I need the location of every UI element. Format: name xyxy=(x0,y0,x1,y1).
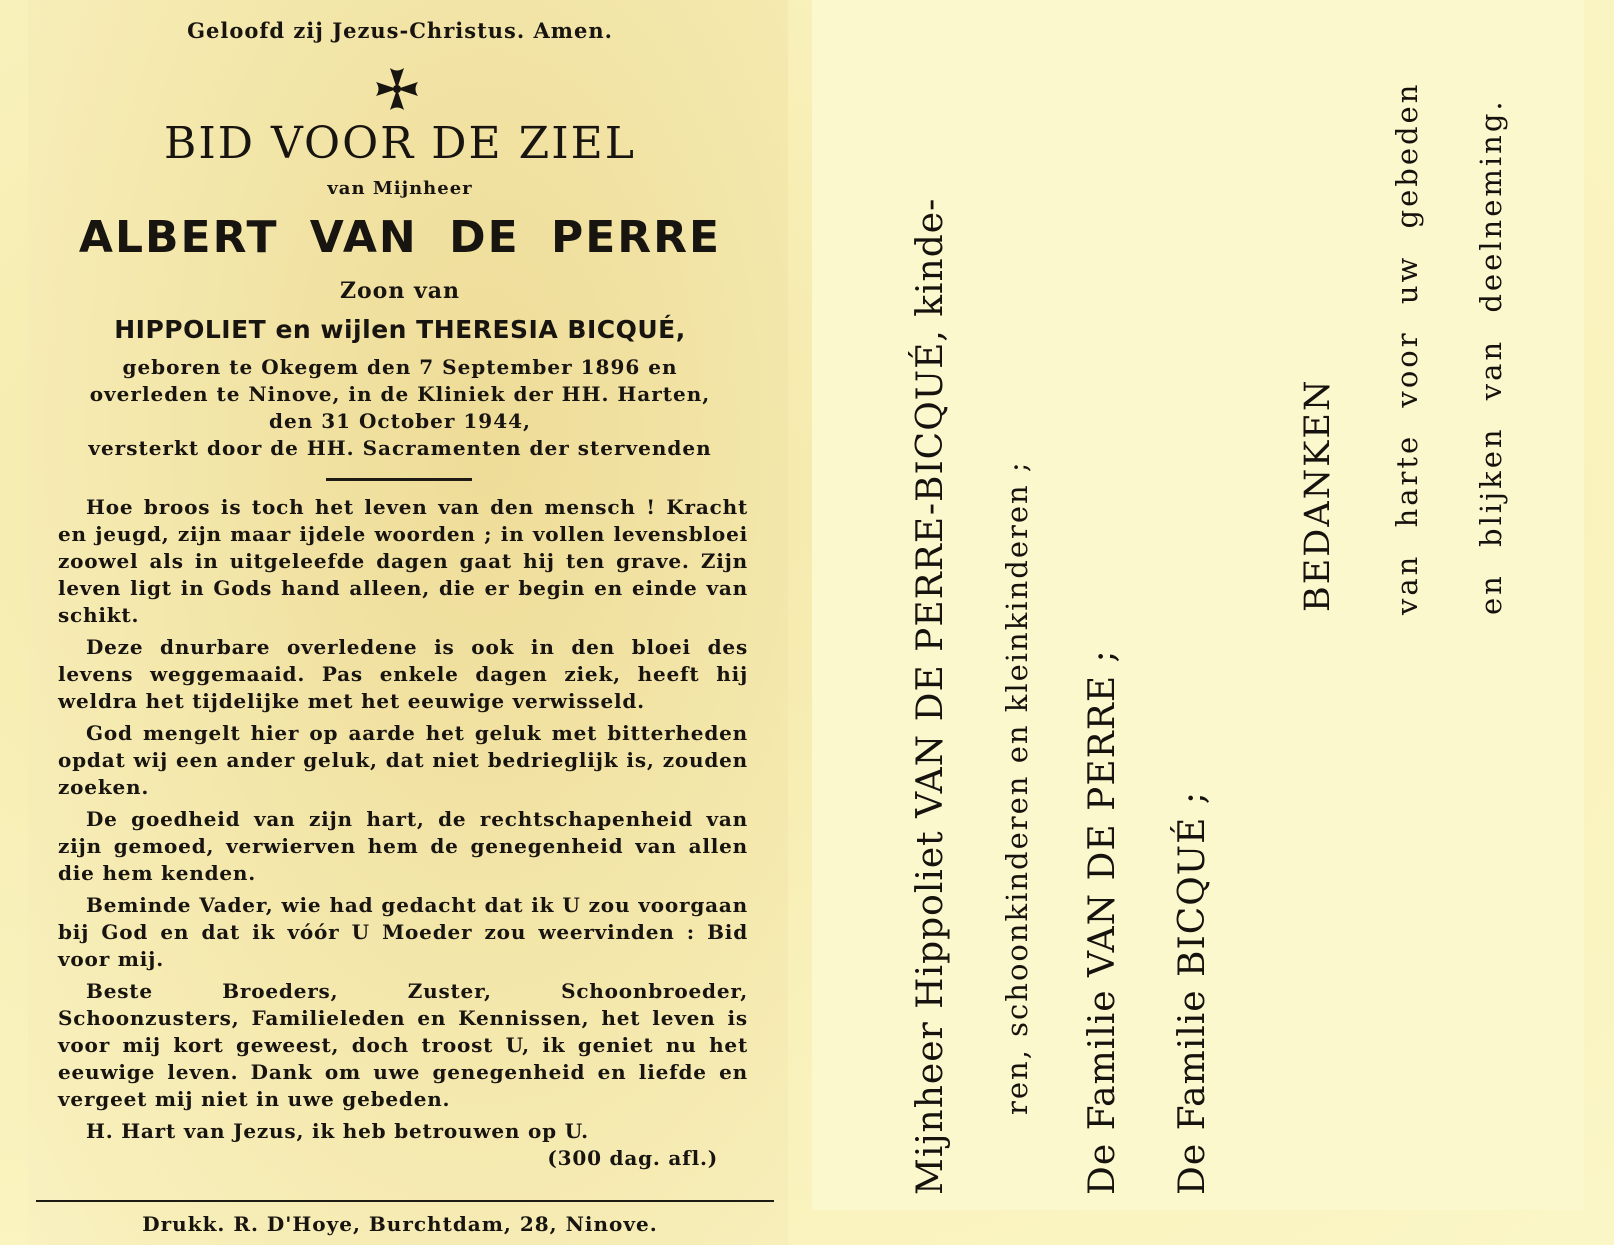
paragraph: God mengelt hier op aarde het geluk met bitterheden opdat wij een ander geluk, dat niet bedrieglijk is, zouden zoeken. xyxy=(58,721,748,799)
divider-short xyxy=(326,478,472,481)
parents-line: HIPPOLIET en wijlen THERESIA BICQUÉ, xyxy=(114,315,686,344)
page-title: BID VOOR DE ZIEL xyxy=(164,118,636,169)
divider-long xyxy=(36,1200,774,1202)
thanks-line-father: Mijnheer Hippoliet VAN DE PERRE-BICQUÉ, kinde- xyxy=(910,197,951,1195)
subtitle-van-mijnheer: van Mijnheer xyxy=(327,178,473,199)
header-line: Geloofd zij Jezus-Christus. Amen. xyxy=(187,18,613,43)
bio-line: den 31 October 1944, xyxy=(268,409,532,433)
closing-invocation: H. Hart van Jezus, ik heb betrouwen op U. xyxy=(86,1119,589,1143)
bio-line: geboren te Okegem den 7 September 1896 en xyxy=(122,355,678,379)
paragraph: Deze dnurbare overledene is ook in den bloei des levens weggemaaid. Pas enkele dagen ziek, heeft hij weldra het tijdelijke met het eeuwige verwisseld. xyxy=(58,635,748,713)
printer-credit: Drukk. R. D'Hoye, Burchtdam, 28, Ninove. xyxy=(142,1212,658,1236)
thanks-line-children: ren, schoonkinderen en kleinkinderen ; xyxy=(1000,460,1034,1115)
thanks-line-sympathy: en blijken van deelneming. xyxy=(1474,98,1508,615)
biography xyxy=(50,354,750,462)
prayer-text xyxy=(58,494,748,1172)
deceased-name: ALBERT VAN DE PERRE xyxy=(78,212,722,263)
thanks-line-family-van-de-perre: De Familie VAN DE PERRE ; xyxy=(1082,649,1123,1195)
thanks-heading-bedanken: BEDANKEN xyxy=(1298,378,1338,612)
indulgence-note: (300 dag. afl.) xyxy=(547,1146,718,1170)
bio-line: versterkt door de HH. Sacramenten der stervenden xyxy=(88,436,712,460)
thanks-line-family-bicque: De Familie BICQUÉ ; xyxy=(1172,791,1213,1195)
thanks-line-prayers: van harte voor uw gebeden xyxy=(1390,81,1424,615)
paragraph: Hoe broos is toch het leven van den mensch ! Kracht en jeugd, zijn maar ijdele woorden ; in vollen levensbloei zoowel als in uitgeleefde dagen gaat hij ten grave. Zijn leven ligt in Gods hand alleen, die er begin en einde van schikt. xyxy=(58,495,748,627)
paragraph: Beminde Vader, wie had gedacht dat ik U zou voorgaan bij God en dat ik vóór U Moeder zou weervinden : Bid voor mij. xyxy=(58,893,748,971)
paragraph: Beste Broeders, Zuster, Schoonbroeder, Schoonzusters, Familieleden en Kennissen, het leven is voor mij kort geweest, doch troost U, ik geniet nu het eeuwige leven. Dank om uwe genegenheid en liefde en vergeet mij niet in uwe gebeden. xyxy=(58,979,748,1111)
bio-line: overleden te Ninove, in de Kliniek der HH. Harten, xyxy=(89,382,711,406)
maltese-cross-icon xyxy=(372,64,422,114)
paragraph: De goedheid van zijn hart, de rechtschapenheid van zijn gemoed, verwierven hem de genegenheid van allen die hem kenden. xyxy=(58,807,748,885)
zoon-van-label: Zoon van xyxy=(339,278,461,304)
